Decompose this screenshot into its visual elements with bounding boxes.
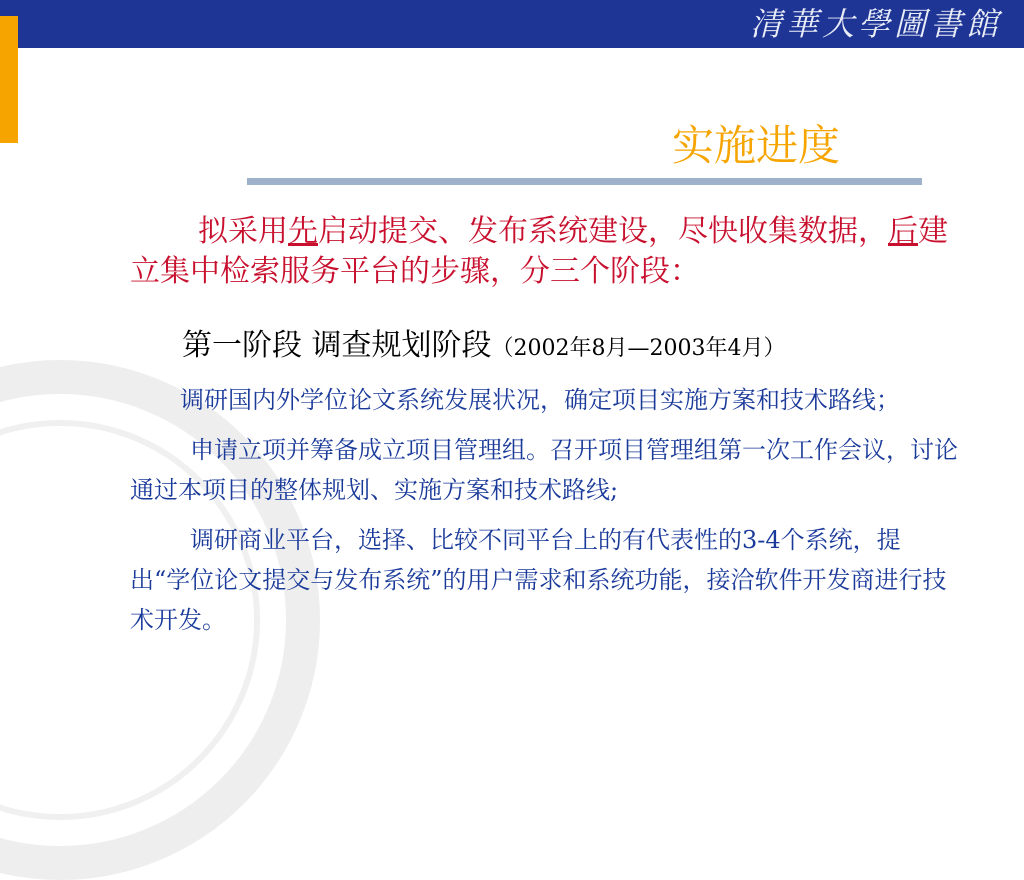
list-item: 调研商业平台，选择、比较不同平台上的有代表性的3-4个系统，提出“学位论文提交与发布系统”的用户需求和系统功能，接洽软件开发商进行技术开发。 [130, 526, 947, 634]
list-item: 调研国内外学位论文系统发展状况，确定项目实施方案和技术路线； [180, 386, 900, 414]
intro-underlined-after: 后 [888, 214, 918, 249]
intro-text-c: 建立集中检索服务平台的步骤，分三个阶段： [130, 214, 948, 289]
intro-text-a: 拟采用 [198, 214, 288, 249]
intro-text-b: 启动提交、发布系统建设，尽快收集数据， [318, 214, 888, 249]
stage-dates: （2002年8月—2003年4月） [491, 336, 786, 361]
intro-underlined-first: 先 [288, 214, 318, 249]
slide-title: 实施进度 [672, 121, 841, 170]
stage-heading [182, 328, 786, 367]
list-item: 申请立项并筹备成立项目管理组。召开项目管理组第一次工作会议，讨论通过本项目的整体规划、实施方案和技术路线; [130, 436, 958, 504]
title-underline [247, 178, 922, 185]
corner-block-orange [0, 16, 18, 48]
side-block-orange [0, 48, 18, 143]
header-bar [0, 0, 1024, 48]
library-logo: 清華大學圖書館 [749, 5, 1002, 43]
corner-block-blue [0, 0, 18, 16]
stage-title: 第一阶段 调查规划阶段 [182, 328, 492, 363]
intro-paragraph [130, 212, 960, 292]
stage-items [130, 380, 960, 650]
